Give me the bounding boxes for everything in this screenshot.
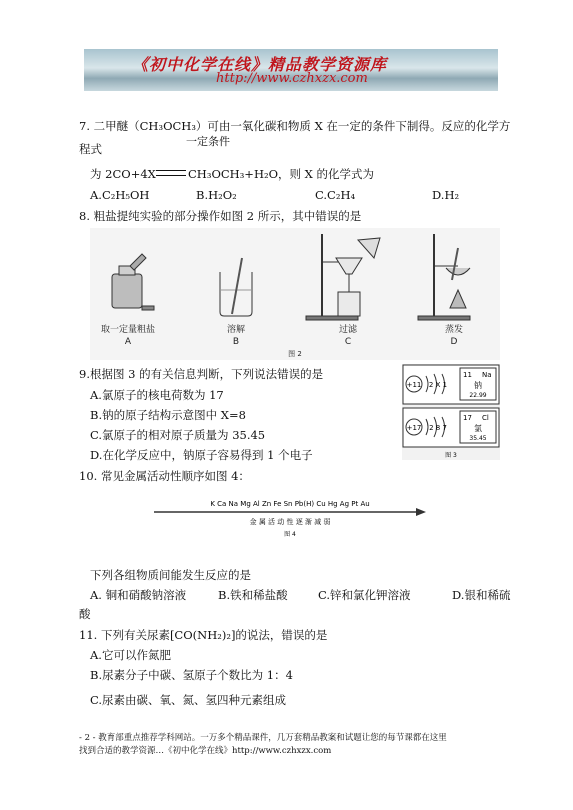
footer-line2[interactable]: 找到合适的教学资源…《初中化学在线》http://www.czhxzx.com (79, 746, 332, 756)
banner-url[interactable]: http://www.czhxzx.com (216, 71, 368, 86)
q11-option-c: C.尿素由碳、氧、氮、氢四种元素组成 (90, 693, 287, 707)
q10-stem: 10. 常见金属活动性顺序如图 4： (79, 469, 250, 483)
q7-option-d: D.H₂ (432, 188, 460, 202)
cl-number: 17 (463, 414, 472, 422)
q9-option-d: D.在化学反应中，钠原子容易得到 1 个电子 (90, 448, 313, 462)
footer-line1: - 2 - 教育部重点推荐学科网站。一万多个精品课件，几万套精品教案和试题让您的每节课都在这里 (79, 733, 447, 743)
q7-option-a: A.C₂H₅OH (90, 188, 150, 202)
q7-equation-right: CH₃OCH₃+H₂O，则 X 的化学式为 (188, 167, 375, 181)
page-footer (79, 732, 519, 758)
q10-option-d-wrap: 酸 (79, 607, 91, 621)
q11-stem: 11. 下列有关尿素[CO(NH₂)₂]的说法，错误的是 (79, 628, 328, 642)
q9-stem: 9.根据图 3 的有关信息判断，下列说法错误的是 (79, 367, 324, 381)
letter-d: D (450, 337, 458, 347)
cl-shells: 2 8 7 (429, 424, 447, 432)
figure-3 (402, 364, 500, 460)
cl-nucleus: +17 (406, 424, 422, 432)
na-shells: 2 X 1 (428, 381, 448, 389)
figure-2 (90, 228, 500, 360)
na-nucleus: +11 (406, 381, 422, 389)
q7-line1: 7. 二甲醚（CH₃OCH₃）可由一氧化碳和物质 X 在一定的条件下制得。反应的化学方 (79, 119, 511, 133)
figure-4 (150, 496, 430, 540)
q10-question: 下列各组物质间能发生反应的是 (90, 568, 251, 582)
q7-option-c: C.C₂H₄ (315, 188, 356, 202)
q7-equation-left: 为 2CO+4X (90, 167, 156, 181)
caption-d: 蒸发 (444, 325, 464, 335)
q10-option-c: C.锌和氯化钾溶液 (318, 588, 411, 602)
q9-option-b: B.钠的原子结构示意图中 X=8 (90, 408, 246, 422)
cl-symbol: Cl (482, 414, 489, 422)
caption-a: 取一定量粗盐 (100, 325, 156, 335)
na-symbol: Na (482, 371, 492, 379)
letter-a: A (124, 337, 132, 347)
series-arrow-text: 金 属 活 动 性 逐 渐 减 弱 (249, 518, 331, 526)
na-name: 钠 (474, 381, 482, 390)
q10-option-b: B.铁和稀盐酸 (218, 588, 288, 602)
figure-2-label: 图 2 (288, 350, 302, 358)
q7-option-b: B.H₂O₂ (196, 188, 237, 202)
letter-c: C (344, 337, 352, 347)
figure-4-label: 图 4 (284, 531, 296, 538)
cl-name: 氯 (474, 424, 482, 433)
equals-sign (156, 170, 186, 176)
metal-series: K Ca Na Mg Al Zn Fe Sn Pb(H) Cu Hg Ag Pt Au (210, 500, 370, 508)
banner-title: 《初中化学在线》精品教学资源库 (132, 55, 388, 74)
caption-c: 过滤 (338, 325, 358, 335)
na-number: 11 (463, 371, 472, 379)
cl-mass: 35.45 (469, 435, 487, 442)
q11-option-a: A.它可以作氮肥 (90, 648, 171, 662)
q10-option-a: A. 铜和硝酸钠溶液 (90, 588, 187, 602)
caption-b: 溶解 (226, 325, 246, 335)
q11-option-b: B.尿素分子中碳、氢原子个数比为 1：4 (90, 668, 293, 682)
figure-3-label: 图 3 (445, 452, 457, 459)
q10-option-d: D.银和稀硫 (452, 588, 511, 602)
q9-option-a: A.氯原子的核电荷数为 17 (90, 388, 224, 402)
q7-line2: 程式 (79, 142, 102, 156)
na-mass: 22.99 (469, 392, 487, 399)
q9-option-c: C.氯原子的相对原子质量为 35.45 (90, 428, 266, 442)
q7-condition: 一定条件 (186, 135, 230, 148)
q8-stem: 8. 粗盐提纯实验的部分操作如图 2 所示，其中错误的是 (79, 209, 362, 223)
letter-b: B (232, 337, 240, 347)
header-banner (84, 49, 498, 91)
